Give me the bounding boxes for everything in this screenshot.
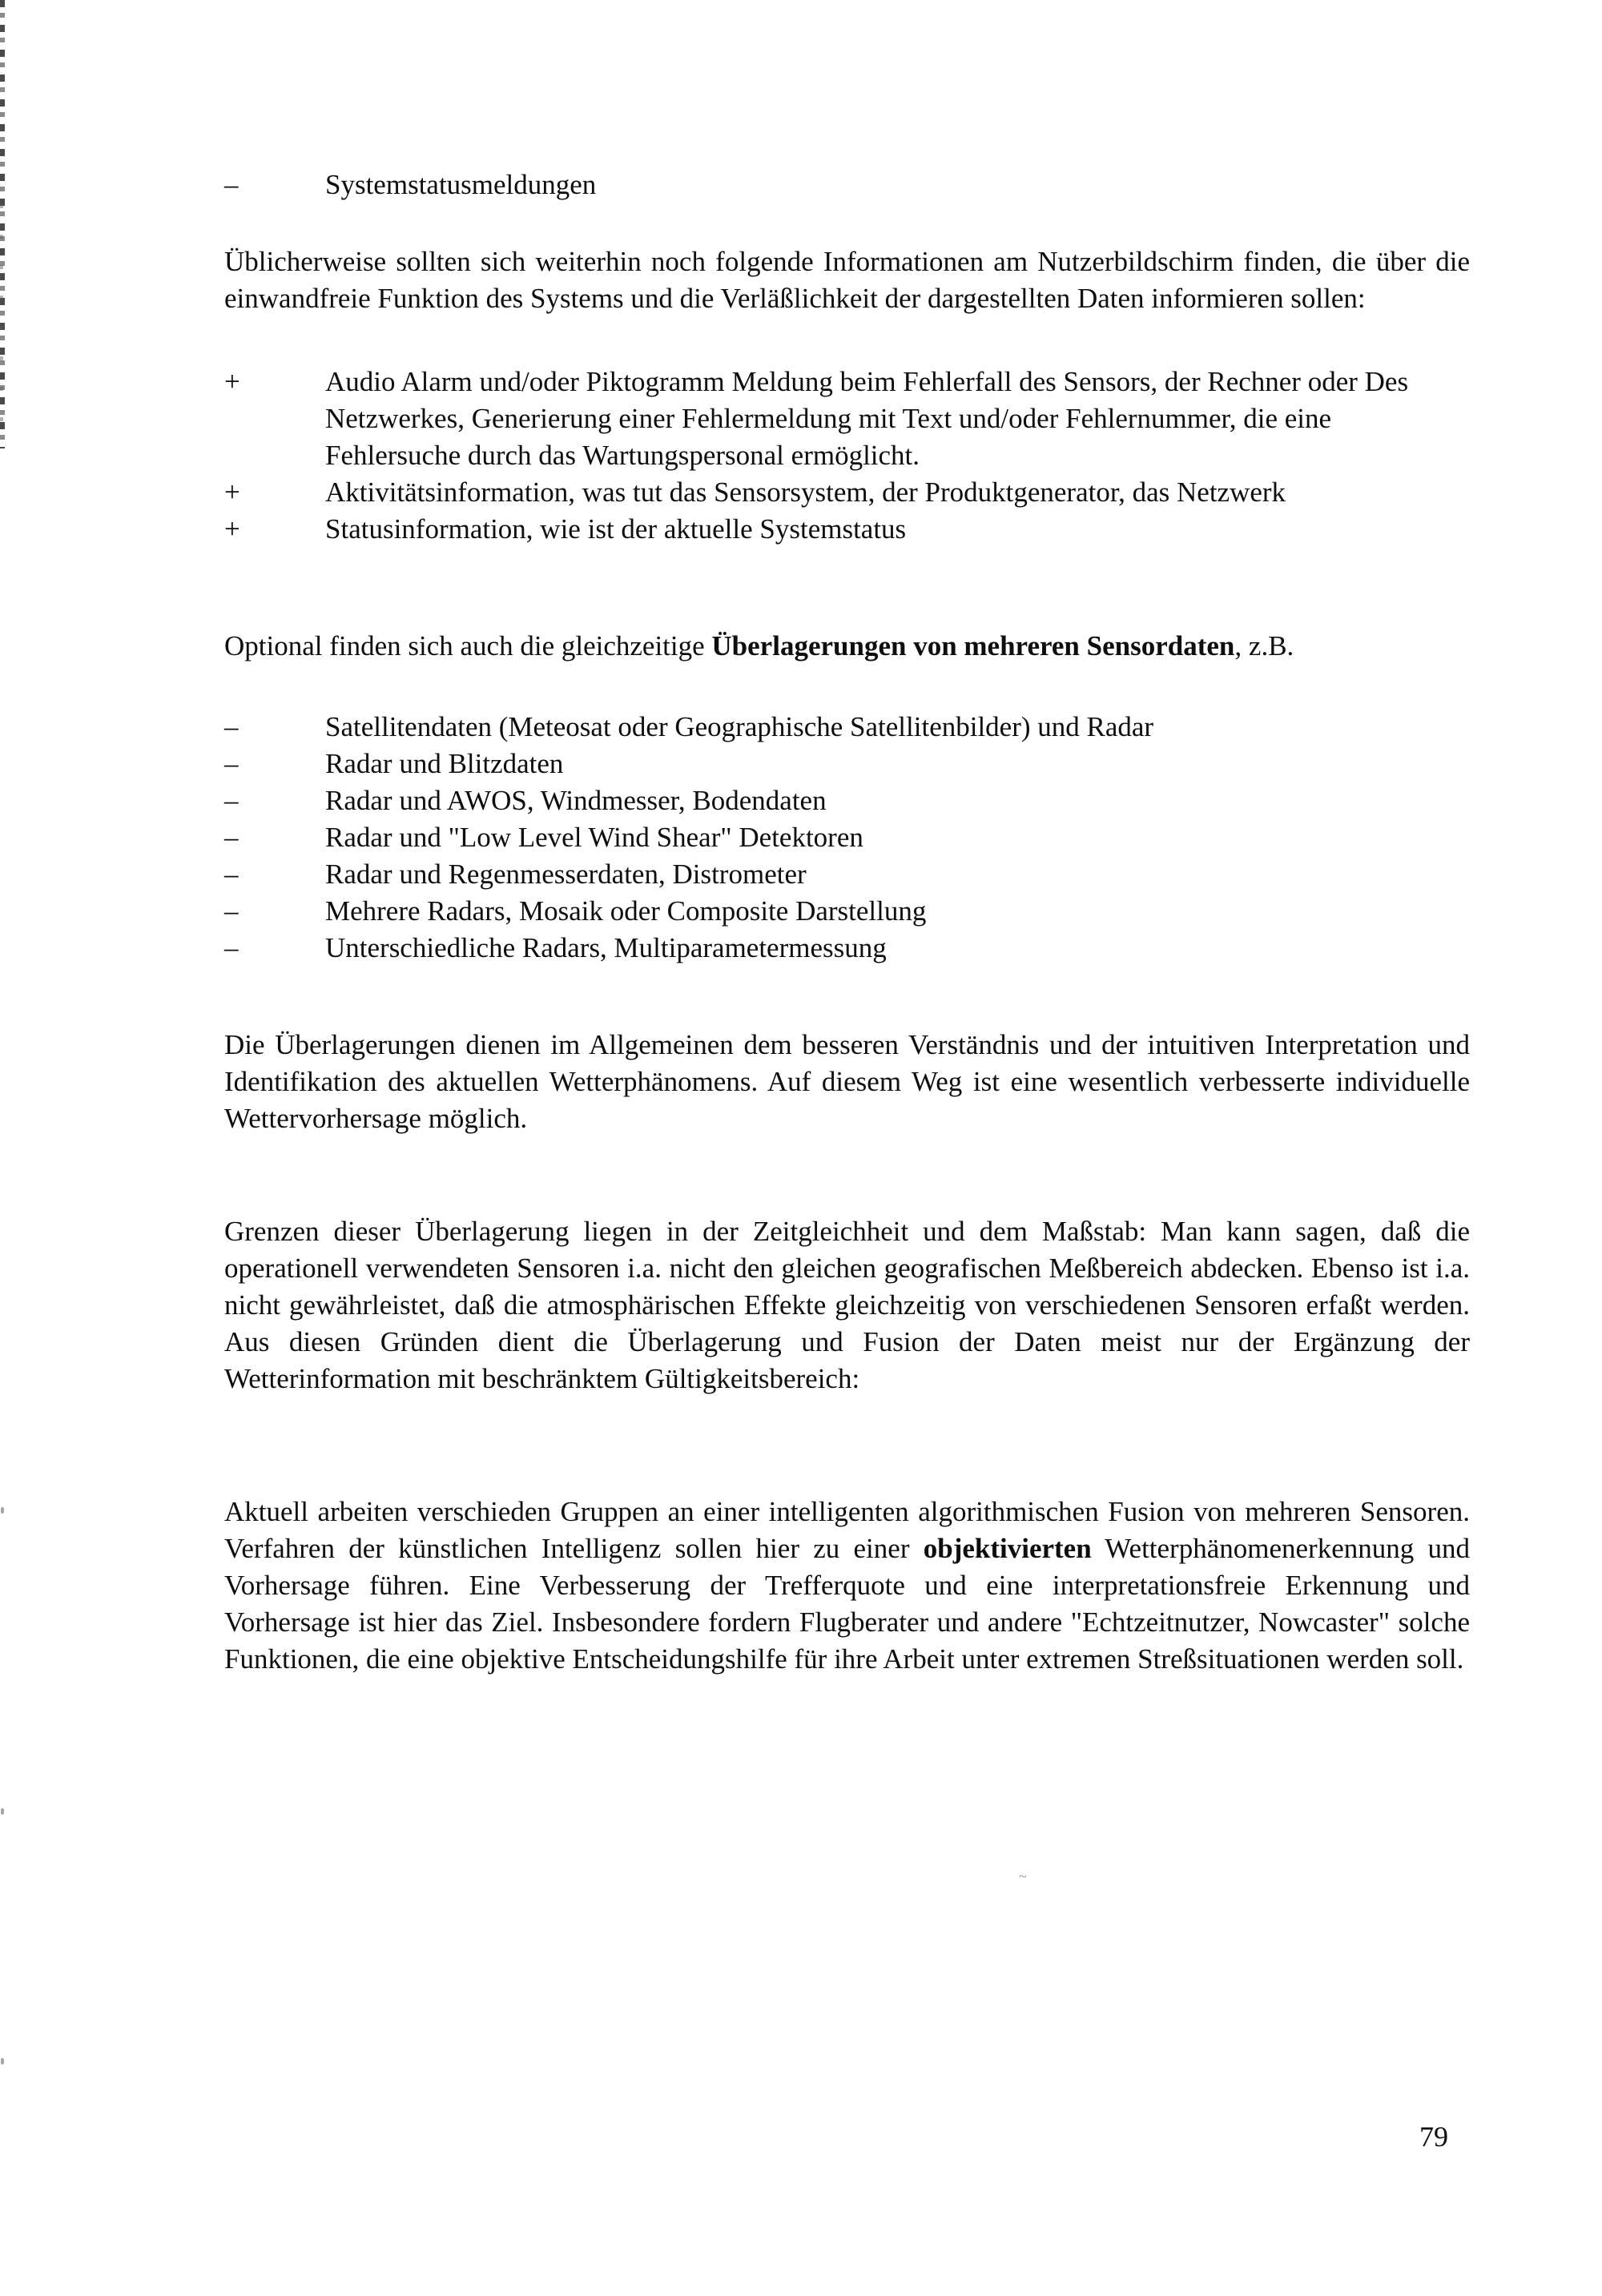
dash-list-item (224, 819, 1470, 856)
fusion-text-2: Wetterphänomenerkennung und Vorhersage führen. Eine Verbesserung der Trefferquote und eine interpretationsfreie Erkennung und Vorhersage ist hier das Ziel. Insbesondere fordern Flugberater und andere "Echtzeitnutzer, Nowcaster" solche Funktionen, die eine objektive Entscheidungshilfe für ihre Arbeit unter extremen Streßsituationen werden soll. (224, 1533, 1470, 1675)
plus-marker: + (224, 366, 240, 397)
paragraph-overlay-benefits: Die Überlagerungen dienen im Allgemeinen dem besseren Verständnis und der intuitiven Interpretation und Identifikation des aktuellen Wetterphänomens. Auf diesem Weg ist eine wesentlich verbesserte individuelle Wettervorhersage möglich. (224, 1029, 1470, 1134)
dash-list-item-text: Radar und Regenmesserdaten, Distrometer (325, 858, 807, 890)
plus-marker: + (224, 476, 240, 508)
dash-list (224, 709, 1470, 967)
dash-marker: – (224, 895, 239, 927)
dash-list-item (224, 856, 1470, 893)
dash-list-item-text: Radar und Blitzdaten (325, 748, 564, 779)
dash-list-item (224, 709, 1470, 746)
optional-bold: Überlagerungen von mehreren Sensordaten (711, 630, 1235, 661)
plus-list-item-text: Statusinformation, wie ist der aktuelle Systemstatus (325, 513, 907, 545)
dash-marker: – (224, 858, 239, 890)
dash-list-item-text: Mehrere Radars, Mosaik oder Composite Darstellung (325, 895, 927, 927)
plus-list-item (224, 511, 1470, 548)
paragraph-optional (224, 628, 1470, 665)
dash-marker: – (224, 748, 239, 779)
scan-artifact-smudge: ~ (1019, 1868, 1027, 1884)
scan-artifact-mark (1, 1808, 4, 1815)
dash-list-item (224, 746, 1470, 782)
dash-list-item-text: Satellitendaten (Meteosat oder Geographische Satellitenbilder) und Radar (325, 711, 1154, 742)
paragraph-fusion (224, 1494, 1470, 1678)
optional-suffix: , z.B. (1234, 630, 1294, 661)
plus-list-item (224, 474, 1470, 511)
plus-list (224, 364, 1470, 548)
page-number: 79 (1419, 2121, 1448, 2153)
dash-marker: – (224, 169, 239, 200)
top-list-item-label: Systemstatusmeldungen (325, 169, 597, 200)
plus-list-item-text: Audio Alarm und/oder Piktogramm Meldung beim Fehlerfall des Sensors, der Rechner oder Des Netzwerkes, Generierung einer Fehlermeldung mit Text und/oder Fehlernummer, die eine Fehlersuche durch das Wartungspersonal ermöglicht. (325, 366, 1409, 471)
fusion-text-1: Aktuell arbeiten verschieden Gruppen an einer intelligenten algorithmischen Fusion von mehreren Sensoren. Verfahren der künstlichen Intelligenz sollen hier zu einer (224, 1496, 1470, 1564)
dash-marker: – (224, 822, 239, 853)
paragraph-intro: Üblicherweise sollten sich weiterhin noch folgende Informationen am Nutzerbildschirm finden, die über die einwandfreie Funktion des Systems und die Verläßlichkeit der dargestellten Daten informieren sollen: (224, 246, 1470, 314)
plus-marker: + (224, 513, 240, 545)
dash-marker: – (224, 711, 239, 742)
scan-artifact-mark (1, 1507, 4, 1514)
plus-list-item-text: Aktivitätsinformation, was tut das Sensorsystem, der Produktgenerator, das Netzwerk (325, 476, 1286, 508)
dash-list-item (224, 893, 1470, 930)
dash-list-item-text: Unterschiedliche Radars, Multiparametermessung (325, 932, 887, 963)
scan-artifact-edge-faint (0, 204, 3, 444)
dash-marker: – (224, 932, 239, 963)
optional-prefix: Optional finden sich auch die gleichzeitige (224, 630, 712, 661)
top-list-item (224, 167, 1470, 203)
dash-list-item-text: Radar und "Low Level Wind Shear" Detektoren (325, 822, 863, 853)
scan-artifact-mark (1, 2058, 4, 2065)
dash-list-item (224, 930, 1470, 967)
plus-list-item (224, 364, 1470, 474)
dash-list-item-text: Radar und AWOS, Windmesser, Bodendaten (325, 785, 827, 816)
dash-marker: – (224, 785, 239, 816)
fusion-bold: objektivierten (923, 1533, 1092, 1564)
paragraph-overlay-limits: Grenzen dieser Überlagerung liegen in der Zeitgleichheit und dem Maßstab: Man kann sagen, daß die operationell verwendeten Sensoren i.a. nicht den gleichen geografischen Meßbereich abdecken. Ebenso ist i.a. nicht gewährleistet, daß die atmosphärischen Effekte gleichzeitig von verschiedenen Sensoren erfaßt werden. Aus diesen Gründen dient die Überlagerung und Fusion der Daten meist nur der Ergänzung der Wetterinformation mit beschränktem Gültigkeitsbereich: (224, 1216, 1470, 1394)
dash-list-item (224, 782, 1470, 819)
